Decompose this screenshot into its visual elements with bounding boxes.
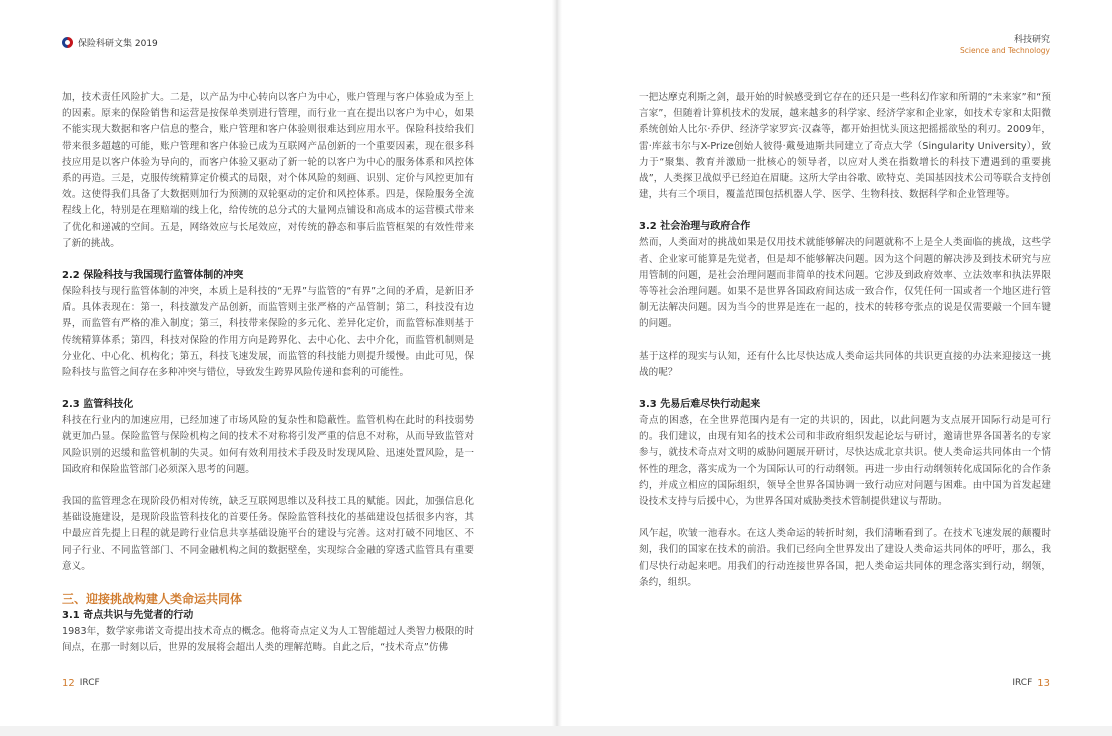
footer-label-left: IRCF bbox=[79, 678, 100, 688]
section-heading: 2.3 监管科技化 bbox=[62, 399, 134, 411]
body-paragraph: 一把达摩克利斯之剑，最开始的时候感受到它存在的还只是一些科幻作家和所谓的“未来家”和“预言家”，但随着计算机技术的发展，越来越多的科学家、经济学家和企业家，如技术专家和太阳微系统创始人比尔·乔伊、经济学家罗宾·汉森等，都开始担忧头顶这把摇摇欲坠的利刃。2009年，雷·库兹韦尔与X-Prize创始人彼得·戴曼迪斯共同建立了奇点大学（Singularity University），致力于“聚集、教育并激励一批核心的领导者，以应对人类在指数增长的科技下遭遇到的重要挑战”，人类探卫战似乎已经迫在眉睫。这所大学由谷歌、欧特克、美国基因技术公司等联合支持创建，共有三个项目，覆盖范围包括机器人学、医学、生物科技、数据科学和企业管理等。 bbox=[639, 92, 1051, 201]
body-paragraph: 风乍起，吹皱一池春水。在这人类命运的转折时刻，我们清晰看到了。在技术飞速发展的颠覆时刻，我们的国家在技术的前沿。我们已经向全世界发出了建设人类命运共同体的呼吁，那么，我们尽快行动起来吧。用我们的行动连接世界各国，把人类命运共同体的理念落实到行动，纲领，条约，组织。 bbox=[639, 528, 1051, 588]
body-paragraph: 加，技术责任风险扩大。二是，以产品为中心转向以客户为中心，账户管理与客户体验成为至上的因素。原来的保险销售和运营是按保单类别进行管理，而行业一直在提出以客户为中心，如果不能实现大数据和客户信息的整合，账户管理和客户体验则很难达到应用水平。保险科技给我们带来很多超越的可能，账户管理和客户体验已成为互联网产品创新的一个重要因素，现在很多科技应用是以客户体验为导向的，而客户体验又驱动了新一轮的以客户为中心的服务体系和风控体系的再造。三是，克服传统精算定价模式的局限，对个体风险的刻画、识别、定价与风控更加有效。这使得我们具备了大数据则加行为预测的双轮驱动的定价和风控体系。四是，保险服务全流程线上化，特别是在理赔端的线上化，给传统的总分式的大量网点铺设和高成本的运营模式带来了优化和递减的空间。五是，网络效应与长尾效应，对传统的静态和事后监管框架的有效性带来了新的挑战。 bbox=[62, 92, 474, 249]
paragraph-spacer bbox=[62, 381, 474, 397]
logo-icon bbox=[62, 37, 73, 48]
paragraph-spacer bbox=[639, 203, 1051, 219]
body-paragraph: 我国的监管理念在现阶段仍相对传统，缺乏互联网思维以及科技工具的赋能。因此，加强信息化基础设施建设，是现阶段监管科技化的首要任务。保险监管科技化的基础建设包括很多内容，其中最应首先提上日程的就是跨行业信息共享基础设施平台的建设与完善。这对打破不同地区、不同子行业、不同监管部门、不同金融机构之间的数据壁垒，实现综合金融的穿透式监管具有重要意义。 bbox=[62, 496, 474, 572]
left-page-footer bbox=[62, 678, 100, 689]
left-page-body bbox=[62, 90, 474, 656]
body-paragraph: 科技在行业内的加速应用，已经加速了市场风险的复杂性和隐蔽性。监管机构在此时的科技弱势就更加凸显。保险监管与保险机构之间的技术不对称将引发严重的信息不对称，从而导致监管对风险识别的迟缓和监管机制的失灵。如何有效利用技术手段及时发现风险、迅速处置风险，是一国政府和保险监管部门必须深入思考的问题。 bbox=[62, 415, 474, 475]
right-page-body bbox=[639, 90, 1051, 591]
chapter-heading: 三、迎接挑战构建人类命运共同体 bbox=[62, 592, 243, 607]
section-heading: 3.1 奇点共识与先觉者的行动 bbox=[62, 610, 194, 622]
paragraph-spacer bbox=[639, 381, 1051, 397]
left-page-header bbox=[62, 36, 158, 49]
paragraph-spacer bbox=[62, 478, 474, 494]
publication-title: 保险科研文集 2019 bbox=[78, 39, 158, 49]
paragraph-spacer bbox=[62, 575, 474, 591]
right-page-header bbox=[960, 35, 1050, 56]
section-title-cn: 科技研究 bbox=[1013, 35, 1050, 45]
right-page-footer bbox=[1012, 678, 1050, 689]
section-heading: 2.2 保险科技与我国现行监管体制的冲突 bbox=[62, 270, 244, 282]
body-paragraph: 基于这样的现实与认知，还有什么比尽快达成人类命运共同体的共识更直接的办法来迎接这一挑战的呢？ bbox=[639, 350, 1051, 378]
section-heading: 3.3 先易后难尽快行动起来 bbox=[639, 399, 761, 411]
paragraph-spacer bbox=[62, 252, 474, 268]
section-title-en: Science and Technology bbox=[960, 46, 1050, 55]
body-paragraph: 保险科技与现行监管体制的冲突，本质上是科技的“无界”与监管的“有界”之间的矛盾，是新旧矛盾。具体表现在：第一，科技激发产品创新，而监管则主张严格的产品管制；第二，科技没有边界，而监管有严格的准入制度；第三，科技带来保险的多元化、差异化定价，而监管标准则基于传统精算体系；第四，科技对保险的作用方向是跨界化、去中心化、去中介化，而监管机制则是分业化、中心化、机构化；第五，科技飞速发展，而监管的科技能力则提升缓慢。由此可见，保险科技与监管之间存在多种冲突与错位，导致发生跨界风险传递和套利的可能性。 bbox=[62, 286, 474, 379]
page-gutter bbox=[552, 0, 562, 726]
body-paragraph: 然而，人类面对的挑战如果是仅用技术就能够解决的问题就称不上是全人类面临的挑战，这些学者、企业家可能算是先觉者，但是却不能够解决问题。因为这个问题的解决涉及到技术研究与应用管制的问题，是社会治理问题而非简单的技术问题。它涉及到政府效率、立法效率和执法界限等等社会治理问题。如果不是世界各国政府间达成一致合作，仅凭任何一国或者一个地区进行管制无法解决问题。因为当今的世界是连在一起的，技术的转移夸张点的说是仅需要敲一个回车键的问题。 bbox=[639, 237, 1051, 330]
page-number-left: 12 bbox=[62, 678, 75, 689]
footer-label-right: IRCF bbox=[1012, 678, 1033, 688]
page-number-right: 13 bbox=[1037, 678, 1050, 689]
body-paragraph: 奇点的困惑，在全世界范围内是有一定的共识的，因此，以此问题为支点展开国际行动是可行的。我们建议，由现有知名的技术公司和非政府组织发起论坛与研讨，邀请世界各国著名的专家参与，就技术奇点对文明的威胁问题展开研讨，尽快达成北京共识。使人类命运共同体由一个情怀性的理念，落实成为一个为国际认可的行动纲领。再进一步由行动纲领转化成国际化的合作条约，并成立相应的国际组织，领导全世界各国协调一致行动应对问题与困难。由中国为首发起建设技术支持与后援中心，为世界各国对威胁类技术管制提供建议与帮助。 bbox=[639, 415, 1051, 508]
paragraph-spacer bbox=[639, 333, 1051, 349]
body-paragraph: 1983年，数学家弗诺文奇提出技术奇点的概念。他将奇点定义为人工智能超过人类智力极限的时间点，在那一时刻以后，世界的发展将会超出人类的理解范畴。自此之后，“技术奇点”仿佛 bbox=[62, 626, 474, 654]
section-heading: 3.2 社会治理与政府合作 bbox=[639, 221, 751, 233]
paragraph-spacer bbox=[639, 510, 1051, 526]
